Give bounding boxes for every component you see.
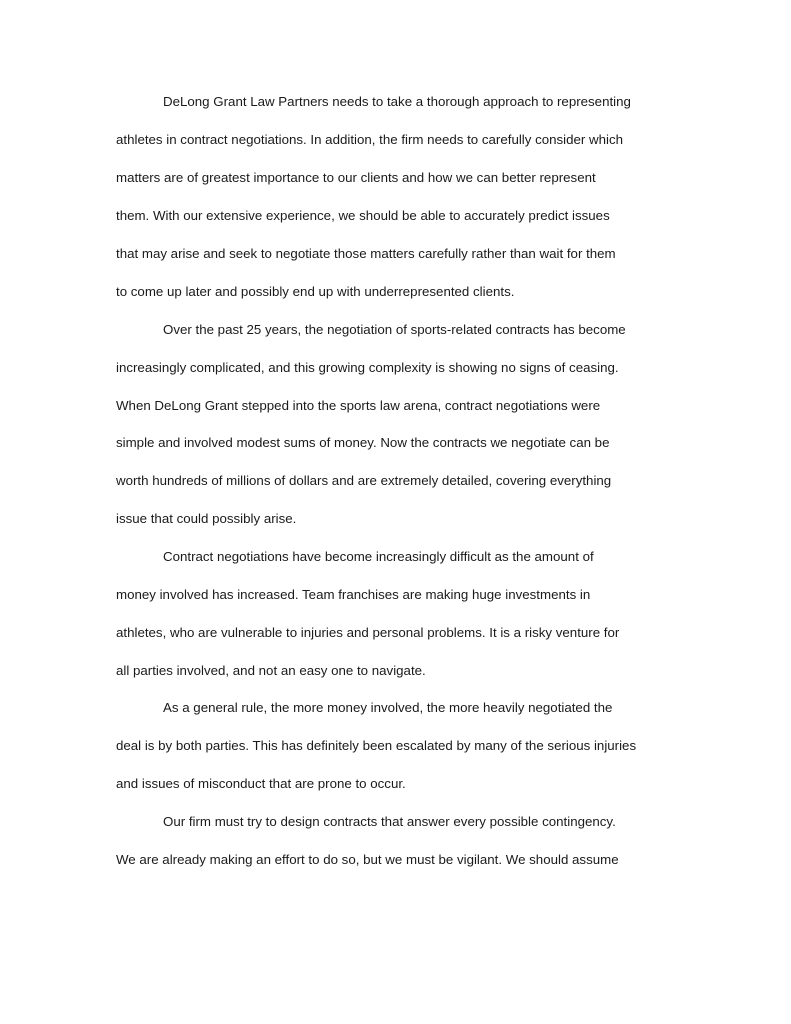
paragraph-1-line-5: that may arise and seek to negotiate those matters carefully rather than wait for them: [116, 246, 616, 261]
paragraph-5-line-1: Our firm must try to design contracts that answer every possible contingency.: [163, 814, 616, 829]
paragraph-3-line-4: all parties involved, and not an easy one to navigate.: [116, 663, 426, 678]
paragraph-1-line-3: matters are of greatest importance to our clients and how we can better represent: [116, 170, 596, 185]
paragraph-1-line-4: them. With our extensive experience, we should be able to accurately predict issues: [116, 208, 610, 223]
paragraph-2-line-2: increasingly complicated, and this growing complexity is showing no signs of ceasing.: [116, 360, 619, 375]
paragraph-4-line-1: As a general rule, the more money involved, the more heavily negotiated the: [163, 700, 613, 715]
paragraph-2-line-5: worth hundreds of millions of dollars and are extremely detailed, covering everything: [116, 473, 612, 488]
paragraph-3-line-2: money involved has increased. Team franchises are making huge investments in: [116, 587, 591, 602]
paragraph-1-line-2: athletes in contract negotiations. In addition, the firm needs to carefully consider which: [116, 132, 624, 147]
paragraph-2-line-3: When DeLong Grant stepped into the sports law arena, contract negotiations were: [116, 398, 601, 413]
paragraph-1-line-6: to come up later and possibly end up with underrepresented clients.: [116, 284, 515, 299]
paragraph-5-line-2: We are already making an effort to do so, but we must be vigilant. We should assume: [116, 852, 619, 867]
paragraph-2-line-1: Over the past 25 years, the negotiation of sports-related contracts has become: [163, 322, 626, 337]
paragraph-2-line-6: issue that could possibly arise.: [116, 511, 297, 526]
paragraph-3-line-1: Contract negotiations have become increasingly difficult as the amount of: [163, 549, 594, 564]
paragraph-3-line-3: athletes, who are vulnerable to injuries and personal problems. It is a risky venture for: [116, 625, 620, 640]
paragraph-2-line-4: simple and involved modest sums of money. Now the contracts we negotiate can be: [116, 435, 610, 450]
paragraph-1-line-1: DeLong Grant Law Partners needs to take a thorough approach to representing: [163, 94, 631, 109]
paragraph-4-line-2: deal is by both parties. This has definitely been escalated by many of the serious injuries: [116, 738, 637, 753]
paragraph-4-line-3: and issues of misconduct that are prone to occur.: [116, 776, 406, 791]
